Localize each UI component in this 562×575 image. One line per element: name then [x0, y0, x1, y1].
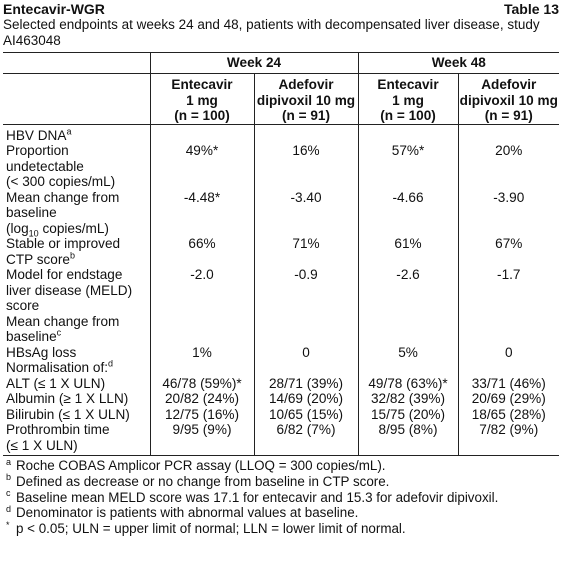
footnote: a Roche COBAS Amplicor PCR assay (LLOQ = 300 copies/mL).	[6, 456, 386, 473]
endpoints-table	[3, 52, 559, 456]
table-row: Albumin (≥ 1 X LLN) 20/82 (24%) 14/69 (20%) 32/82 (39%) 20/69 (29%)	[3, 391, 559, 407]
table-row: Normalisation of:$^d$	[3, 360, 559, 376]
week-header-row	[3, 53, 559, 74]
footnote: * p < 0.05; ULN = upper limit of normal; LLN = lower limit of normal.	[6, 519, 406, 537]
document-title: Entecavir-WGR	[3, 1, 105, 17]
table-row: Prothrombin time (≤ 1 X ULN) 9/95 (9%) 6/82 (7%) 8/95 (8%) 7/82 (9%)	[3, 422, 559, 456]
table-row: HBsAg loss 1% 0 5% 0	[3, 345, 559, 361]
table-row: Mean change from baseline ($\log_{10}$ copies/mL) -4.48* -3.40 -4.66 -3.90	[3, 190, 559, 237]
column-header: Adefovir dipivoxil 10 mg (n = 91)	[254, 74, 358, 125]
table-row: ALT (≤ 1 X ULN) 46/78 (59%)* 28/71 (39%) 49/78 (63%)* 33/71 (46%)	[3, 376, 559, 392]
week-48-header: Week 48	[358, 53, 559, 74]
column-header: Entecavir 1 mg (n = 100)	[150, 74, 254, 125]
table-row: HBV DNA$^a$	[3, 124, 559, 143]
footnote: d Denominator is patients with abnormal values at baseline.	[6, 503, 359, 521]
column-header: Adefovir dipivoxil 10 mg (n = 91)	[458, 74, 559, 125]
table-row: Stable or improved CTP score$^b$ 66% 71% 61% 67%	[3, 236, 559, 267]
treatment-header-row	[3, 74, 559, 125]
table-subtitle: Selected endpoints at weeks 24 and 48, patients with decompensated liver disease, study AI463048	[3, 17, 540, 48]
title-row	[3, 0, 559, 17]
table-row: Model for endstage liver disease (MELD) score Mean change from baseline$^c$ -2.0 -0.9 -2.6 -1.7	[3, 267, 559, 345]
week-24-header: Week 24	[150, 53, 358, 74]
footnotes	[3, 456, 559, 537]
footnote: c Baseline mean MELD score was 17.1 for entecavir and 15.3 for adefovir dipivoxil.	[6, 488, 499, 505]
footnote: b Defined as decrease or no change from baseline in CTP score.	[6, 472, 390, 489]
table-row: Proportion undetectable (< 300 copies/mL) 49%* 16% 57%* 20%	[3, 143, 559, 190]
table-row: Bilirubin (≤ 1 X ULN) 12/75 (16%) 10/65 (15%) 15/75 (20%) 18/65 (28%)	[3, 407, 559, 423]
column-header: Entecavir 1 mg (n = 100)	[358, 74, 458, 125]
table-label: Table 13	[504, 1, 559, 17]
